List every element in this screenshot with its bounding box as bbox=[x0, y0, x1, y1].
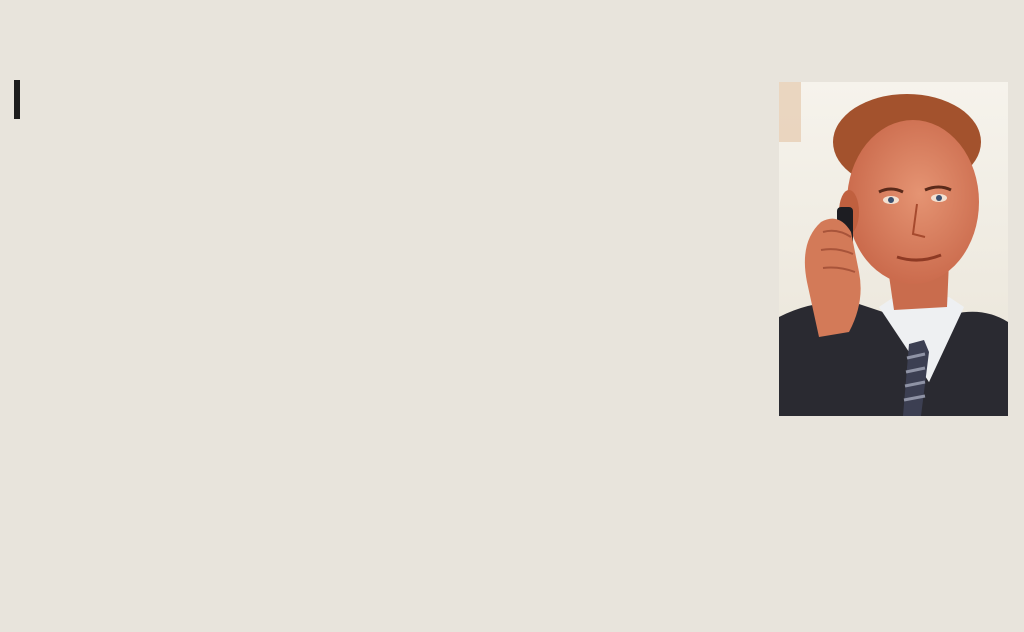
text-line bbox=[22, 522, 244, 541]
text-line bbox=[22, 154, 244, 173]
text-line bbox=[22, 95, 244, 114]
article-column-1 bbox=[22, 76, 244, 600]
text-line bbox=[22, 444, 244, 463]
text-line bbox=[22, 425, 244, 444]
text-line bbox=[22, 367, 244, 386]
text-line bbox=[22, 231, 244, 250]
text-line bbox=[22, 289, 244, 308]
text-line bbox=[22, 173, 244, 192]
author-signature bbox=[779, 486, 1009, 505]
article-column-4 bbox=[779, 483, 1009, 505]
text-line bbox=[22, 309, 244, 328]
portrait-photo bbox=[779, 82, 1008, 416]
text-line bbox=[22, 464, 244, 483]
article-column-2 bbox=[266, 76, 500, 101]
text-line bbox=[22, 483, 244, 502]
text-line bbox=[22, 251, 244, 270]
text-line bbox=[22, 386, 244, 405]
text-line bbox=[22, 347, 244, 366]
portrait-illustration bbox=[779, 82, 1008, 416]
text-line bbox=[22, 406, 244, 425]
text-line bbox=[22, 561, 244, 580]
drop-cap-bar bbox=[14, 80, 20, 119]
text-line bbox=[22, 115, 244, 134]
text-line bbox=[22, 541, 244, 560]
text-line bbox=[22, 270, 244, 289]
text-line bbox=[22, 328, 244, 347]
text-line bbox=[22, 212, 244, 231]
subheading bbox=[266, 82, 500, 101]
text-line bbox=[22, 503, 244, 522]
text-line bbox=[22, 134, 244, 153]
text-line bbox=[22, 580, 244, 599]
text-line bbox=[22, 192, 244, 211]
text-line bbox=[22, 76, 244, 95]
